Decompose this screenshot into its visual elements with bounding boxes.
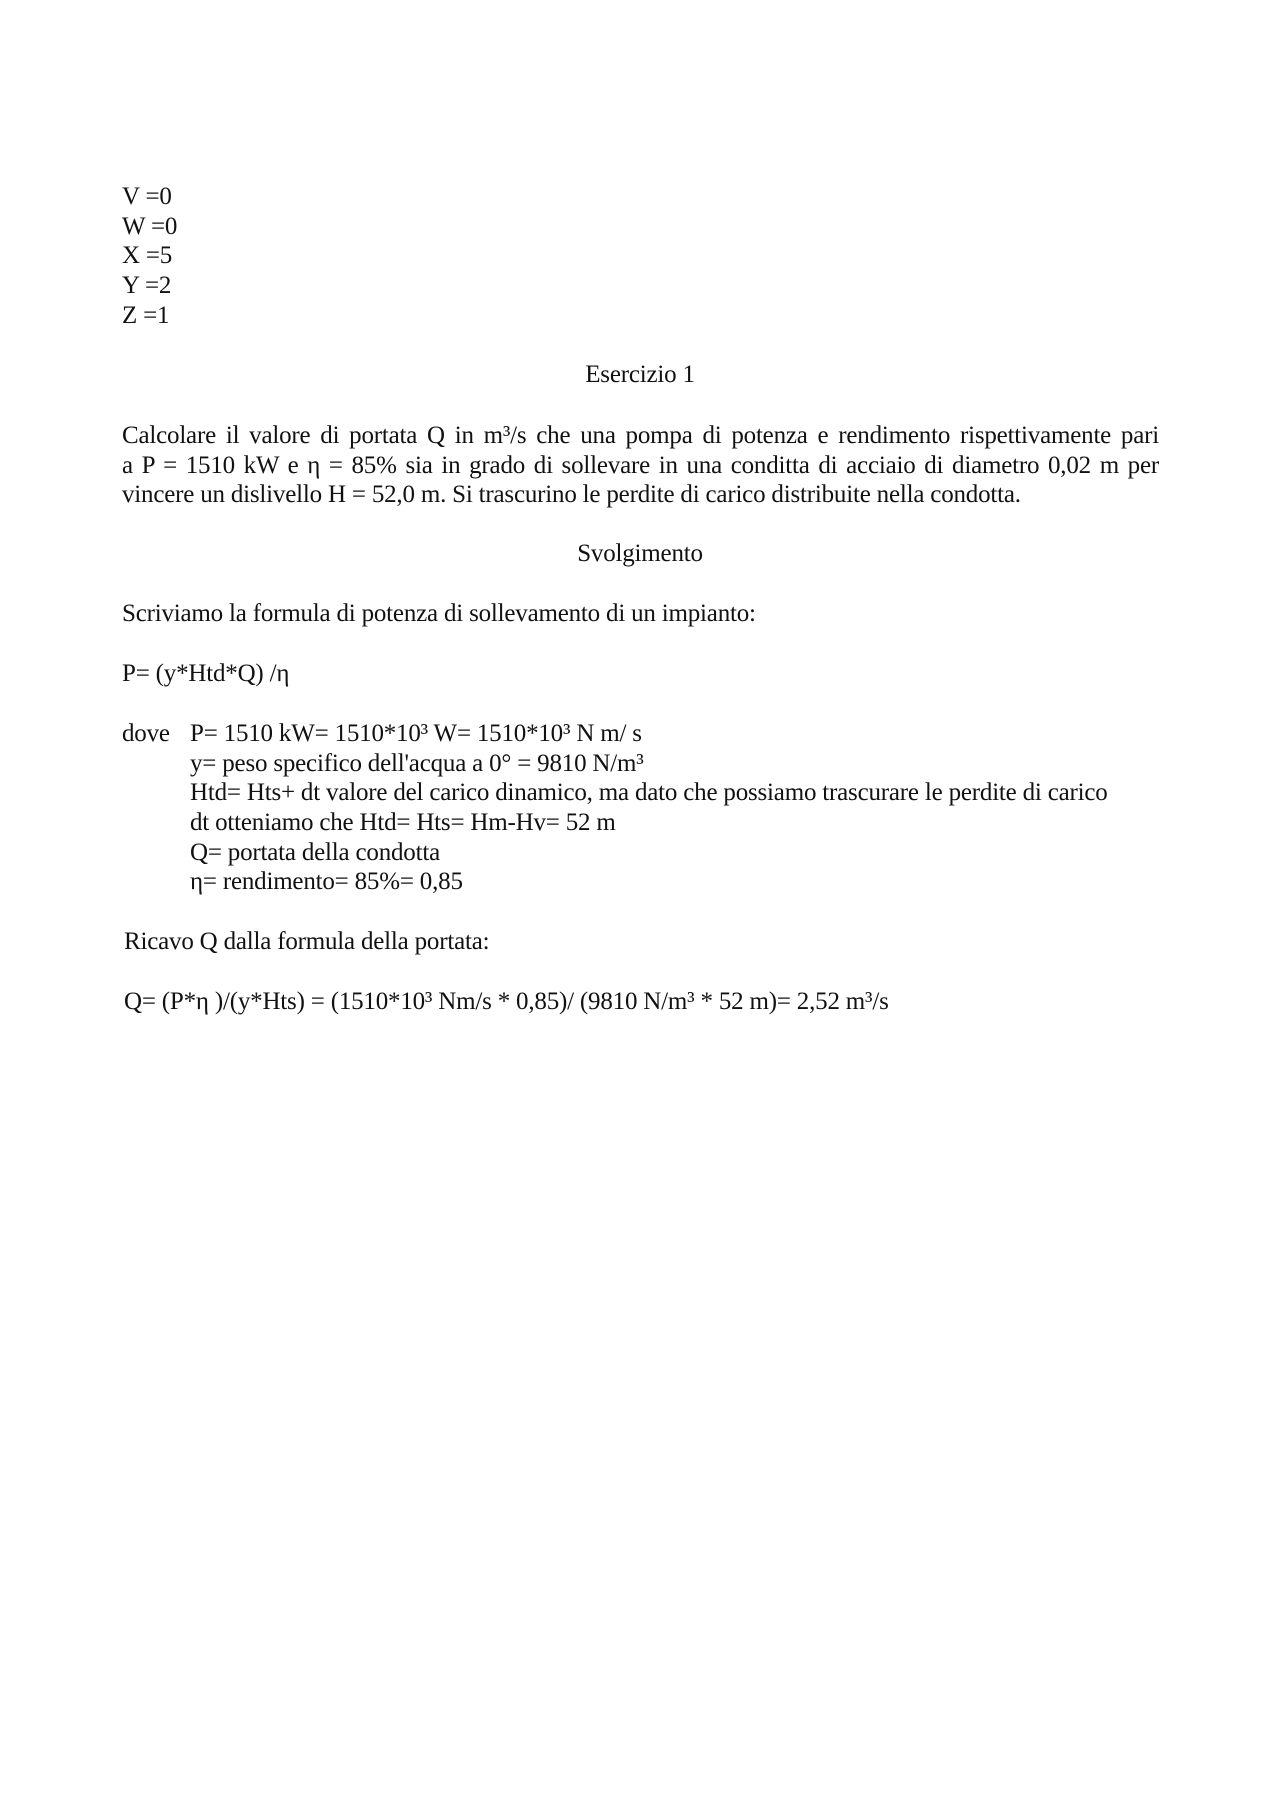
formula-intro: Scriviamo la formula di potenza di sollevamento di un impianto:	[122, 600, 756, 627]
result-formula: Q= (P*η )/(y*Hts) = (1510*10³ Nm/s * 0,85)/ (9810 N/m³ * 52 m)= 2,52 m³/s	[124, 988, 889, 1015]
problem-line: Calcolare il valore di portata Q in m³/s che una pompa di potenza e rendimento rispettivamente pari	[122, 422, 1159, 449]
definitions-lead: dove	[122, 720, 170, 747]
variable-y: Y =2	[122, 272, 172, 299]
definition-flow-rate: Q= portata della condotta	[190, 839, 440, 866]
definition-dynamic-head: Htd= Hts+ dt valore del carico dinamico, ma dato che possiamo trascurare le perdite di carico	[190, 779, 1108, 806]
solution-title: Svolgimento	[577, 540, 703, 567]
definition-specific-weight: y= peso specifico dell'acqua a 0° = 9810 N/m³	[190, 750, 644, 777]
definition-head-result: dt otteniamo che Htd= Hts= Hm-Hv= 52 m	[190, 809, 616, 836]
power-formula: P= (y*Htd*Q) /η	[122, 660, 290, 687]
variable-x: X =5	[122, 242, 173, 269]
definition-efficiency: η= rendimento= 85%= 0,85	[190, 868, 463, 895]
problem-line: a P = 1510 kW e η = 85% sia in grado di sollevare in una conditta di acciaio di diametro 0,02 m per	[122, 452, 1159, 479]
derivation-intro: Ricavo Q dalla formula della portata:	[124, 928, 490, 955]
definition-power: P= 1510 kW= 1510*10³ W= 1510*10³ N m/ s	[190, 720, 642, 747]
variable-v: V =0	[122, 183, 172, 210]
exercise-title: Esercizio 1	[585, 361, 695, 388]
variable-w: W =0	[122, 213, 178, 240]
variable-z: Z =1	[122, 302, 170, 329]
problem-line: vincere un dislivello H = 52,0 m. Si trascurino le perdite di carico distribuite nella condotta.	[122, 481, 1021, 508]
